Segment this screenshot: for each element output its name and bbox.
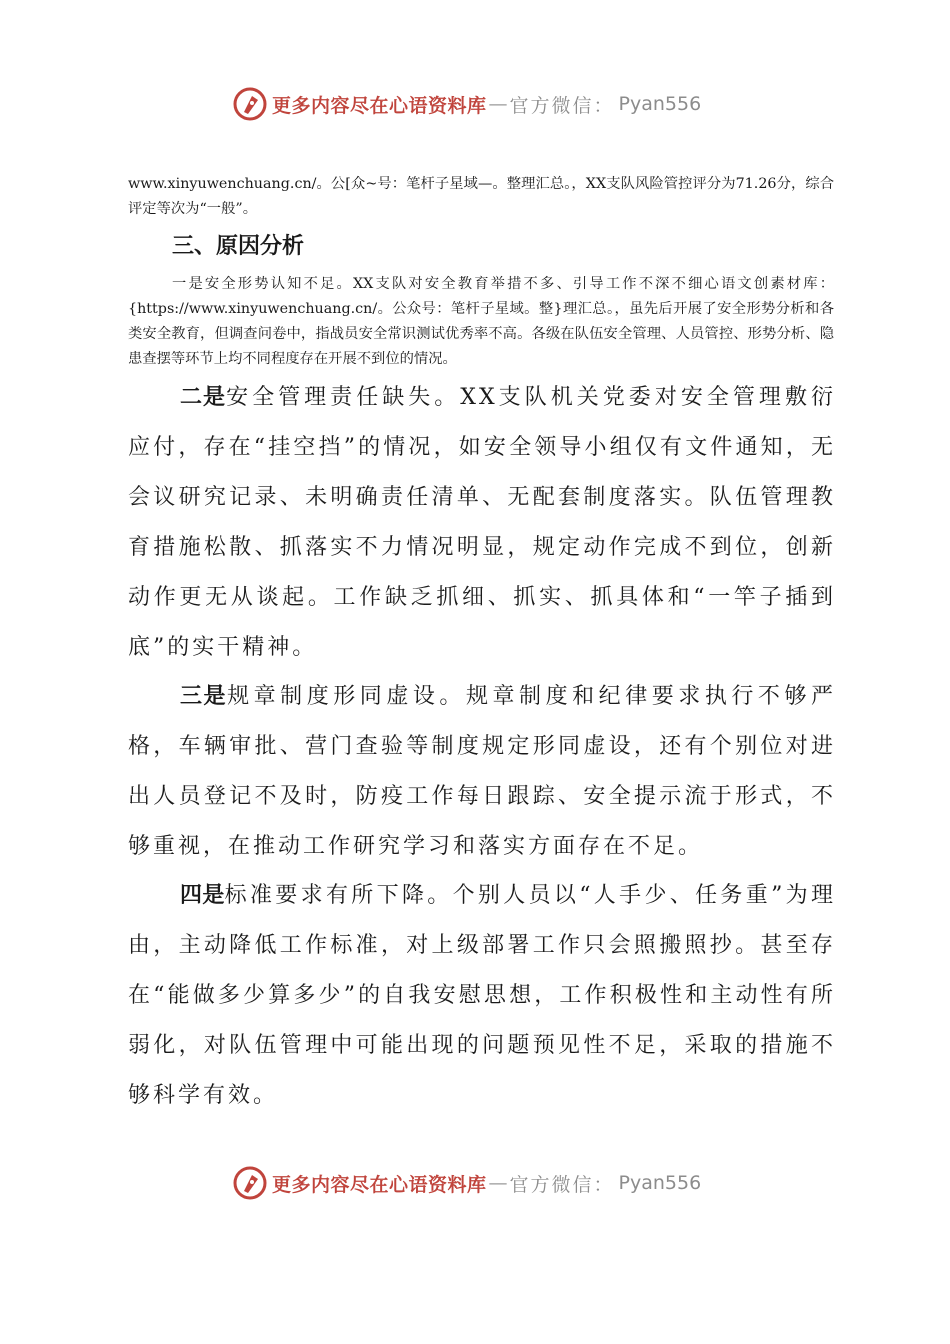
paragraph-cause-3 (128, 672, 836, 872)
paragraph-body: 标准要求有所下降。个别人员以“人手少、任务重”为理由，主动降低工作标准，对上级部署工作只会照搬照抄。甚至存在“能做多少算多少”的自我安慰思想，工作积极性和主动性有所弱化，对队伍管理中可能出现的问题预见性不足，采取的措施不够科学有效。 (128, 883, 836, 1108)
paragraph-cause-4 (128, 871, 836, 1121)
paragraph-lead: 三是 (180, 684, 228, 709)
banner-dash: — (488, 1172, 508, 1194)
paragraph-score: www.xinyuwenchuang.cn/。公[众~号：笔杆子星域—。整理汇总。，XX支队风险管控评分为71.26分，综合评定等次为“一般”。 (128, 176, 834, 217)
section-heading: 三、原因分析 (172, 234, 305, 259)
paragraph-cause-2 (128, 373, 836, 673)
pen-nib-logo-icon (232, 1165, 268, 1201)
paragraph-lead: 四是 (180, 883, 225, 908)
banner-title: 更多内容尽在心语资料库 (272, 1173, 487, 1196)
header-banner (232, 84, 701, 124)
banner-wechat-label: 官方微信： (509, 1173, 615, 1196)
paragraph-body: 规章制度形同虚设。规章制度和纪律要求执行不够严格，车辆审批、营门查验等制度规定形同虚设，还有个别位对进出人员登记不及时，防疫工作每日跟踪、安全提示流于形式，不够重视，在推动工作研究学习和落实方面存在不足。 (128, 684, 836, 859)
banner-wechat-label: 官方微信： (509, 94, 615, 117)
banner-title: 更多内容尽在心语资料库 (272, 94, 487, 117)
paragraph-lead: 二是 (180, 385, 227, 410)
banner-wechat-id: Pyan556 (618, 93, 702, 115)
paragraph-cause-1: 一是安全形势认知不足。XX支队对安全教育举措不多、引导工作不深不细心语文创素材库：{https://www.xinyuwenchuang.cn/。公众号：笔杆子星域。整}理汇总。，虽先后开展了安全形势分析和各类安全教育，但调查问卷中，指战员安全常识测试优秀率不高。各级在队伍安全管理、人员管控、形势分析、隐患查摆等环节上均不同程度存在开展不到位的情况。 (128, 276, 834, 367)
pen-nib-logo-icon (232, 86, 268, 122)
footer-banner (232, 1163, 701, 1203)
banner-dash: — (488, 93, 508, 115)
paragraph-body: 安全管理责任缺失。XX支队机关党委对安全管理敷衍应付，存在“挂空挡”的情况，如安全领导小组仅有文件通知，无会议研究记录、未明确责任清单、无配套制度落实。队伍管理教育措施松散、抓落实不力情况明显，规定动作完成不到位，创新动作更无从谈起。工作缺乏抓细、抓实、抓具体和“一竿子插到底”的实干精神。 (128, 385, 836, 660)
banner-wechat-id: Pyan556 (618, 1172, 702, 1194)
